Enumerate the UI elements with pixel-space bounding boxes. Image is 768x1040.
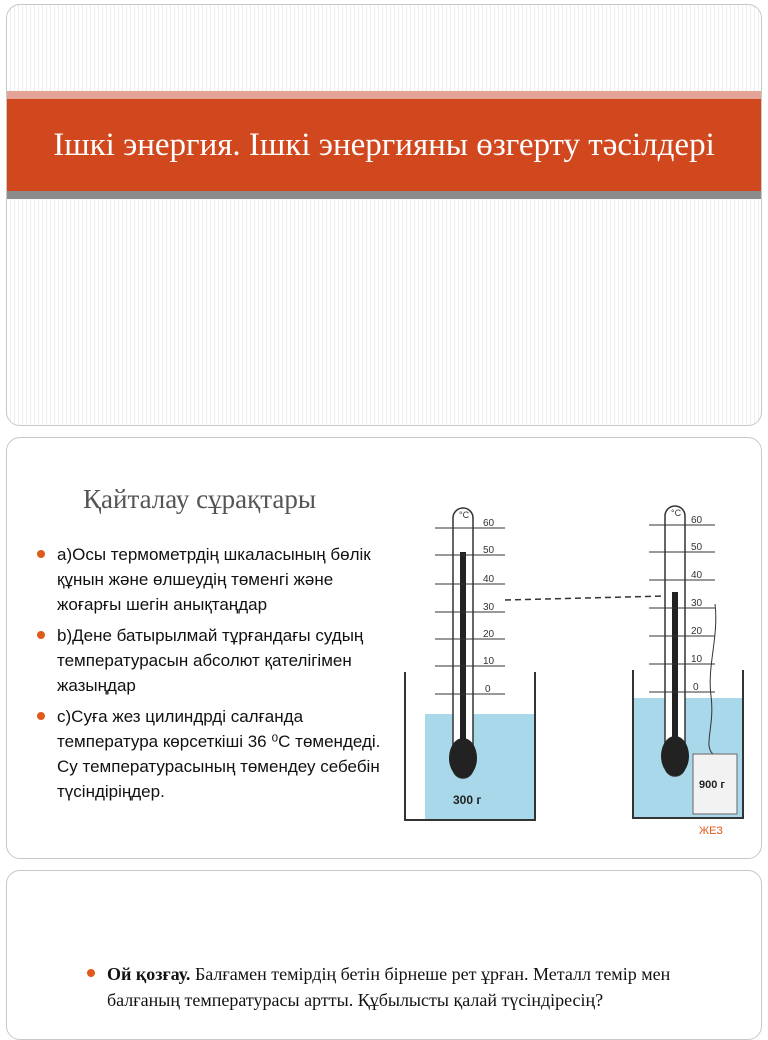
list-item [87, 961, 747, 1013]
scale-label: 20 [483, 629, 495, 640]
question-text: b)Дене батырылмай тұрғандағы судың температурасын абсолют қателігімен жазыңдар [57, 626, 364, 695]
scale-label: 50 [483, 545, 495, 556]
list-item [37, 623, 397, 698]
title-banner [7, 91, 761, 201]
material-label: ЖЕЗ [699, 825, 723, 837]
banner-top-stripe [7, 91, 761, 99]
thermometer-illustration [395, 496, 751, 844]
think-slide [6, 870, 762, 1040]
right-unit-label: °C [671, 508, 682, 518]
left-unit-label: °C [459, 510, 470, 520]
review-questions-slide [6, 437, 762, 859]
scale-label: 20 [691, 626, 703, 637]
left-scale-labels [483, 518, 495, 695]
scale-label: 50 [691, 542, 703, 553]
scale-label: 60 [483, 518, 495, 529]
scale-label: 0 [485, 684, 491, 695]
scale-label: 40 [691, 570, 703, 581]
list-item [37, 542, 397, 617]
prompt-text: Балғамен темірдің бетін бірнеше рет ұрған. Металл темір мен балғаның температурасы артты. Құбылысты қалай түсіндіресің? [107, 964, 671, 1010]
question-text: c)Суға жез цилиндрді салғанда температура көрсеткіші 36 ⁰С төмендеді. Су температурасының төмендеу себебін түсіндіріңдер. [57, 707, 381, 801]
bullet-dot-icon [37, 631, 45, 639]
thermometer-figure [395, 496, 751, 844]
reading-connector [505, 596, 667, 600]
left-thermometer [449, 508, 477, 778]
title-slide [6, 4, 762, 426]
bullet-dot-icon [37, 712, 45, 720]
right-mass-label: 900 г [699, 779, 725, 791]
scale-label: 30 [691, 598, 703, 609]
left-mass-label: 300 г [453, 793, 482, 807]
scale-label: 10 [483, 656, 495, 667]
right-thermometer [661, 506, 689, 776]
scale-label: 10 [691, 654, 703, 665]
question-list [37, 542, 397, 810]
question-text: а)Осы термометрдің шкаласының бөлік құнын және өлшеудің төменгі және жоғарғы шегін анықтаңдар [57, 545, 371, 614]
bullet-dot-icon [87, 969, 95, 977]
scale-label: 40 [483, 574, 495, 585]
scale-label: 30 [483, 602, 495, 613]
scale-label: 60 [691, 515, 703, 526]
scale-label: 0 [693, 682, 699, 693]
prompt-lead: Ой қозғау. [107, 964, 191, 984]
slide-title: Ішкі энергия. Ішкі энергияны өзгерту тәсілдері [53, 127, 715, 163]
slide-heading: Қайталау сұрақтары [83, 484, 316, 514]
list-item [37, 704, 397, 804]
bullet-dot-icon [37, 550, 45, 558]
banner-bottom-stripe [7, 191, 761, 199]
banner-main [7, 99, 761, 191]
right-scale-labels [691, 515, 703, 693]
